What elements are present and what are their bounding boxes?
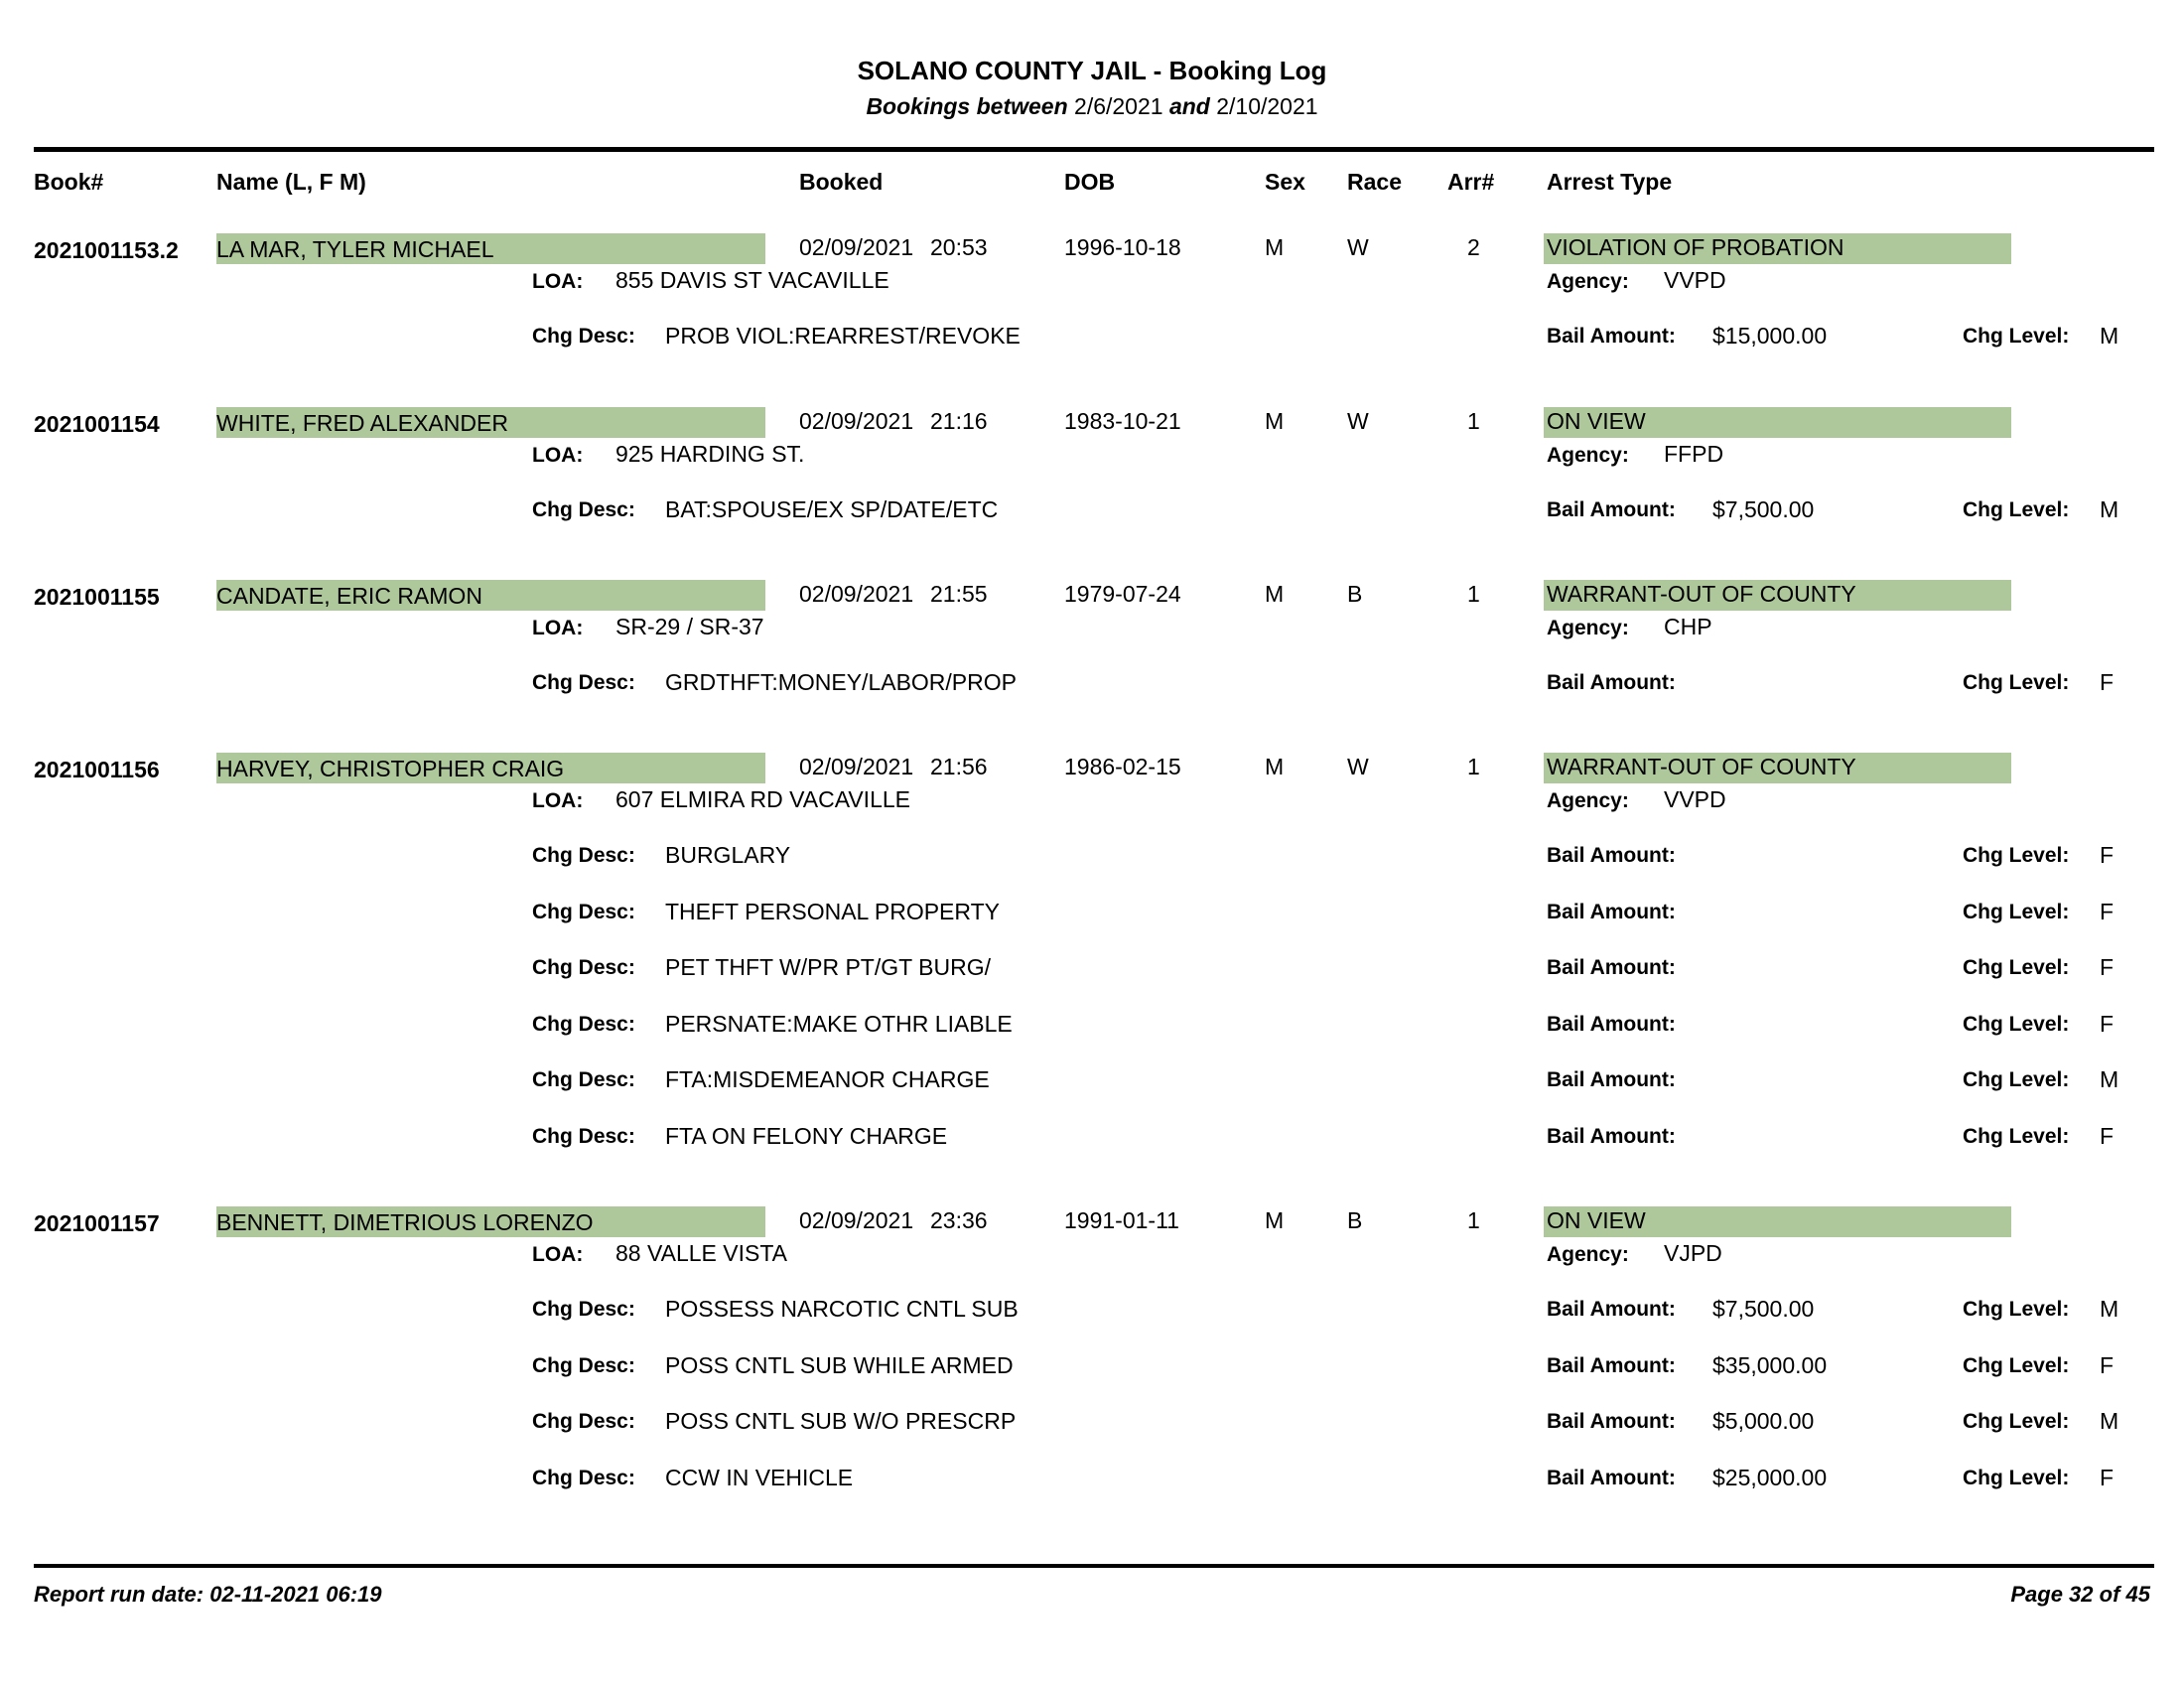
chg-level-label: Chg Level: — [1963, 900, 2070, 923]
loa-label: LOA: — [532, 789, 584, 812]
book-number: 2021001154 — [34, 411, 160, 437]
charge-level: M — [2100, 323, 2119, 349]
arrest-type: ON VIEW — [1547, 408, 1646, 434]
charge-level: M — [2100, 1408, 2119, 1434]
col-booked: Booked — [799, 169, 884, 195]
loa-value: 88 VALLE VISTA — [615, 1240, 788, 1266]
booked-time: 21:55 — [930, 581, 988, 607]
agency-label: Agency: — [1547, 617, 1629, 639]
agency-value: FFPD — [1664, 441, 1724, 467]
arrest-number: 1 — [1467, 408, 1480, 434]
agency-value: CHP — [1664, 614, 1712, 639]
charge-level: F — [2100, 1351, 2115, 1378]
chg-desc-label: Chg Desc: — [532, 1410, 635, 1433]
charge-level: F — [2100, 1464, 2115, 1490]
loa-value: 925 HARDING ST. — [615, 441, 805, 467]
chg-desc-label: Chg Desc: — [532, 900, 635, 923]
loa-label: LOA: — [532, 1243, 584, 1266]
col-name: Name (L, F M) — [216, 169, 366, 195]
charge-description: CCW IN VEHICLE — [665, 1464, 854, 1490]
charge-level: M — [2100, 1066, 2119, 1092]
col-arrest-type: Arrest Type — [1547, 169, 1673, 195]
chg-desc-label: Chg Desc: — [532, 1068, 635, 1091]
arrest-type: WARRANT-OUT OF COUNTY — [1547, 754, 1856, 779]
charge-description: BAT:SPOUSE/EX SP/DATE/ETC — [665, 496, 999, 522]
charge-description: GRDTHFT:MONEY/LABOR/PROP — [665, 669, 1017, 695]
booked-date: 02/09/2021 — [799, 754, 914, 779]
charge-description: PERSNATE:MAKE OTHR LIABLE — [665, 1010, 1013, 1037]
charge-description: FTA:MISDEMEANOR CHARGE — [665, 1066, 990, 1092]
loa-value: 607 ELMIRA RD VACAVILLE — [615, 786, 911, 812]
booked-time: 21:56 — [930, 754, 988, 779]
agency-label: Agency: — [1547, 789, 1629, 812]
bail-amount-label: Bail Amount: — [1547, 1124, 1676, 1148]
chg-desc-label: Chg Desc: — [532, 325, 635, 348]
arrest-number: 2 — [1467, 234, 1480, 260]
report-subtitle — [0, 93, 2184, 120]
report-title: SOLANO COUNTY JAIL - Booking Log — [857, 56, 1327, 85]
bail-amount: $7,500.00 — [1712, 496, 1815, 522]
bail-amount-label: Bail Amount: — [1547, 956, 1676, 979]
dob: 1991-01-11 — [1064, 1207, 1179, 1233]
chg-level-label: Chg Level: — [1963, 844, 2070, 867]
arrest-number: 1 — [1467, 581, 1480, 607]
header-rule — [34, 147, 2154, 152]
chg-desc-label: Chg Desc: — [532, 671, 635, 694]
booked-date: 02/09/2021 — [799, 581, 914, 607]
charge-description: POSSESS NARCOTIC CNTL SUB — [665, 1296, 1019, 1322]
col-arr: Arr# — [1447, 169, 1495, 195]
col-sex: Sex — [1265, 169, 1305, 195]
dob: 1979-07-24 — [1064, 581, 1181, 607]
footer-rule — [34, 1564, 2154, 1568]
chg-desc-label: Chg Desc: — [532, 1124, 635, 1148]
chg-level-label: Chg Level: — [1963, 671, 2070, 694]
agency-value: VVPD — [1664, 786, 1726, 812]
loa-label: LOA: — [532, 270, 584, 293]
bail-amount-label: Bail Amount: — [1547, 1410, 1676, 1433]
loa-value: SR-29 / SR-37 — [615, 614, 764, 639]
chg-level-label: Chg Level: — [1963, 1068, 2070, 1091]
chg-desc-label: Chg Desc: — [532, 498, 635, 521]
subtitle-start-date: 2/6/2021 — [1074, 93, 1163, 119]
booked-time: 20:53 — [930, 234, 988, 260]
report-run-date: Report run date: 02-11-2021 06:19 — [34, 1582, 382, 1607]
bail-amount-label: Bail Amount: — [1547, 1012, 1676, 1036]
charge-description: POSS CNTL SUB WHILE ARMED — [665, 1351, 1014, 1378]
charge-description: BURGLARY — [665, 842, 791, 868]
chg-level-label: Chg Level: — [1963, 1124, 2070, 1148]
bail-amount: $7,500.00 — [1712, 1296, 1815, 1322]
charge-description: PET THFT W/PR PT/GT BURG/ — [665, 954, 991, 980]
booked-time: 21:16 — [930, 408, 988, 434]
chg-level-label: Chg Level: — [1963, 325, 2070, 348]
charge-description: POSS CNTL SUB W/O PRESCRP — [665, 1408, 1017, 1434]
arrest-type: VIOLATION OF PROBATION — [1547, 234, 1844, 260]
sex: M — [1265, 234, 1285, 260]
booked-time: 23:36 — [930, 1207, 988, 1233]
bail-amount: $25,000.00 — [1712, 1464, 1828, 1490]
booked-date: 02/09/2021 — [799, 234, 914, 260]
booked-date: 02/09/2021 — [799, 408, 914, 434]
arrest-type: ON VIEW — [1547, 1207, 1646, 1233]
book-number: 2021001157 — [34, 1210, 160, 1236]
col-dob: DOB — [1064, 169, 1116, 195]
charge-level: F — [2100, 1010, 2115, 1037]
arrest-number: 1 — [1467, 1207, 1480, 1233]
inmate-name: WHITE, FRED ALEXANDER — [216, 410, 508, 436]
sex: M — [1265, 754, 1285, 779]
chg-desc-label: Chg Desc: — [532, 1466, 635, 1489]
page-number: Page 32 of 45 — [2010, 1582, 2150, 1607]
inmate-name: CANDATE, ERIC RAMON — [216, 583, 482, 609]
bail-amount-label: Bail Amount: — [1547, 900, 1676, 923]
charge-level: F — [2100, 842, 2115, 868]
chg-desc-label: Chg Desc: — [532, 844, 635, 867]
race: B — [1347, 581, 1363, 607]
bail-amount-label: Bail Amount: — [1547, 1298, 1676, 1321]
booked-date: 02/09/2021 — [799, 1207, 914, 1233]
bail-amount-label: Bail Amount: — [1547, 844, 1676, 867]
charge-level: M — [2100, 496, 2119, 522]
race: B — [1347, 1207, 1363, 1233]
chg-level-label: Chg Level: — [1963, 1410, 2070, 1433]
chg-level-label: Chg Level: — [1963, 1298, 2070, 1321]
charge-level: F — [2100, 1122, 2115, 1149]
chg-level-label: Chg Level: — [1963, 956, 2070, 979]
agency-label: Agency: — [1547, 444, 1629, 467]
agency-value: VJPD — [1664, 1240, 1722, 1266]
bail-amount: $5,000.00 — [1712, 1408, 1815, 1434]
subtitle-end-date: 2/10/2021 — [1216, 93, 1318, 119]
loa-value: 855 DAVIS ST VACAVILLE — [615, 267, 889, 293]
bail-amount-label: Bail Amount: — [1547, 1353, 1676, 1377]
charge-level: M — [2100, 1296, 2119, 1322]
subtitle-prefix: Bookings between — [866, 93, 1068, 119]
agency-label: Agency: — [1547, 270, 1629, 293]
inmate-name: BENNETT, DIMETRIOUS LORENZO — [216, 1209, 594, 1235]
col-race: Race — [1347, 169, 1402, 195]
col-book: Book# — [34, 169, 104, 195]
subtitle-and: and — [1168, 93, 1210, 119]
dob: 1983-10-21 — [1064, 408, 1181, 434]
chg-desc-label: Chg Desc: — [532, 1012, 635, 1036]
chg-desc-label: Chg Desc: — [532, 1298, 635, 1321]
book-number: 2021001155 — [34, 584, 160, 610]
bail-amount-label: Bail Amount: — [1547, 325, 1676, 348]
race: W — [1347, 754, 1369, 779]
agency-value: VVPD — [1664, 267, 1726, 293]
bail-amount-label: Bail Amount: — [1547, 1068, 1676, 1091]
sex: M — [1265, 1207, 1285, 1233]
charge-description: THEFT PERSONAL PROPERTY — [665, 898, 1000, 924]
loa-label: LOA: — [532, 444, 584, 467]
chg-desc-label: Chg Desc: — [532, 956, 635, 979]
bail-amount-label: Bail Amount: — [1547, 671, 1676, 694]
loa-label: LOA: — [532, 617, 584, 639]
bail-amount-label: Bail Amount: — [1547, 498, 1676, 521]
dob: 1986-02-15 — [1064, 754, 1181, 779]
book-number: 2021001156 — [34, 757, 160, 782]
bail-amount-label: Bail Amount: — [1547, 1466, 1676, 1489]
sex: M — [1265, 581, 1285, 607]
chg-level-label: Chg Level: — [1963, 1353, 2070, 1377]
charge-description: FTA ON FELONY CHARGE — [665, 1122, 948, 1149]
inmate-name: LA MAR, TYLER MICHAEL — [216, 236, 494, 262]
race: W — [1347, 234, 1369, 260]
charge-description: PROB VIOL:REARREST/REVOKE — [665, 323, 1021, 349]
chg-desc-label: Chg Desc: — [532, 1353, 635, 1377]
chg-level-label: Chg Level: — [1963, 1012, 2070, 1036]
sex: M — [1265, 408, 1285, 434]
charge-level: F — [2100, 669, 2115, 695]
chg-level-label: Chg Level: — [1963, 1466, 2070, 1489]
agency-label: Agency: — [1547, 1243, 1629, 1266]
chg-level-label: Chg Level: — [1963, 498, 2070, 521]
charge-level: F — [2100, 954, 2115, 980]
race: W — [1347, 408, 1369, 434]
arrest-type: WARRANT-OUT OF COUNTY — [1547, 581, 1856, 607]
arrest-number: 1 — [1467, 754, 1480, 779]
book-number: 2021001153.2 — [34, 237, 179, 263]
dob: 1996-10-18 — [1064, 234, 1181, 260]
bail-amount: $35,000.00 — [1712, 1351, 1828, 1378]
inmate-name: HARVEY, CHRISTOPHER CRAIG — [216, 756, 565, 781]
charge-level: F — [2100, 898, 2115, 924]
bail-amount: $15,000.00 — [1712, 323, 1828, 349]
